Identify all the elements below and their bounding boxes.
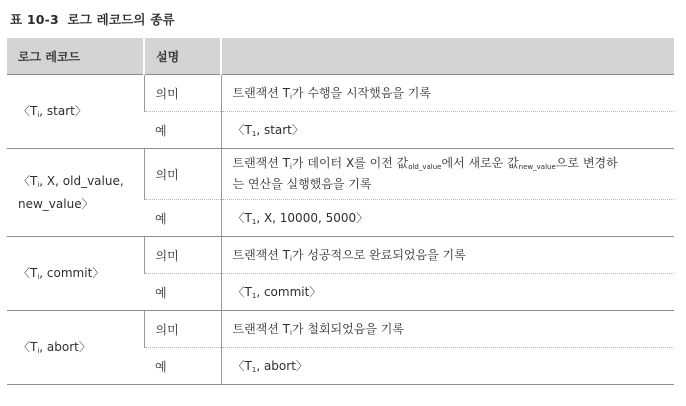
example-text: 〈$T_1$, commit〉 [221,274,674,311]
meaning-text: 트랜잭션 $T_i$가 철회되었음을 기록 [221,311,674,348]
example-text: 〈$T_1$, abort〉 [221,348,674,385]
meaning-label: 의미 [144,75,221,112]
meaning-text: 트랜잭션 $T_i$가 수행을 시작했음을 기록 [221,75,674,112]
log-record-table [7,38,674,385]
example-label: 예 [144,200,221,237]
meaning-text: 트랜잭션 $T_i$가 성공적으로 완료되었음을 기록 [221,237,674,274]
meaning-text: 트랜잭션 $T_i$가 데이터 X를 이전 값$_{old\_value}$에서 새로운 값$_{new\_value}$으로 변경하 는 연산을 실행했음을 기록 [221,149,674,200]
example-label: 예 [144,274,221,311]
example-label: 예 [144,112,221,149]
header-log-record: 로그 레코드 [7,38,144,75]
record-update-cell: 〈$T_i$, X, old_value, new_value〉 [7,149,144,237]
record-commit-cell: 〈$T_i$, commit〉 [7,237,144,311]
meaning-label: 의미 [144,149,221,200]
example-label: 예 [144,348,221,385]
example-text: 〈$T_1$, start〉 [221,112,674,149]
meaning-label: 의미 [144,237,221,274]
table-row [7,75,674,112]
header-detail [221,38,674,75]
table-row [7,149,674,200]
table-header-row [7,38,674,75]
example-text: 〈$T_1$, X, 10000, 5000〉 [221,200,674,237]
table-title: 로그 레코드의 종류 [67,12,175,27]
header-description: 설명 [144,38,221,75]
meaning-label: 의미 [144,311,221,348]
table-row [7,237,674,274]
table-row [7,311,674,348]
record-start-cell: 〈$T_i$, start〉 [7,75,144,149]
record-abort-cell: 〈$T_i$, abort〉 [7,311,144,385]
table-number: 표 10-3 [10,12,59,27]
table-caption [10,10,175,28]
